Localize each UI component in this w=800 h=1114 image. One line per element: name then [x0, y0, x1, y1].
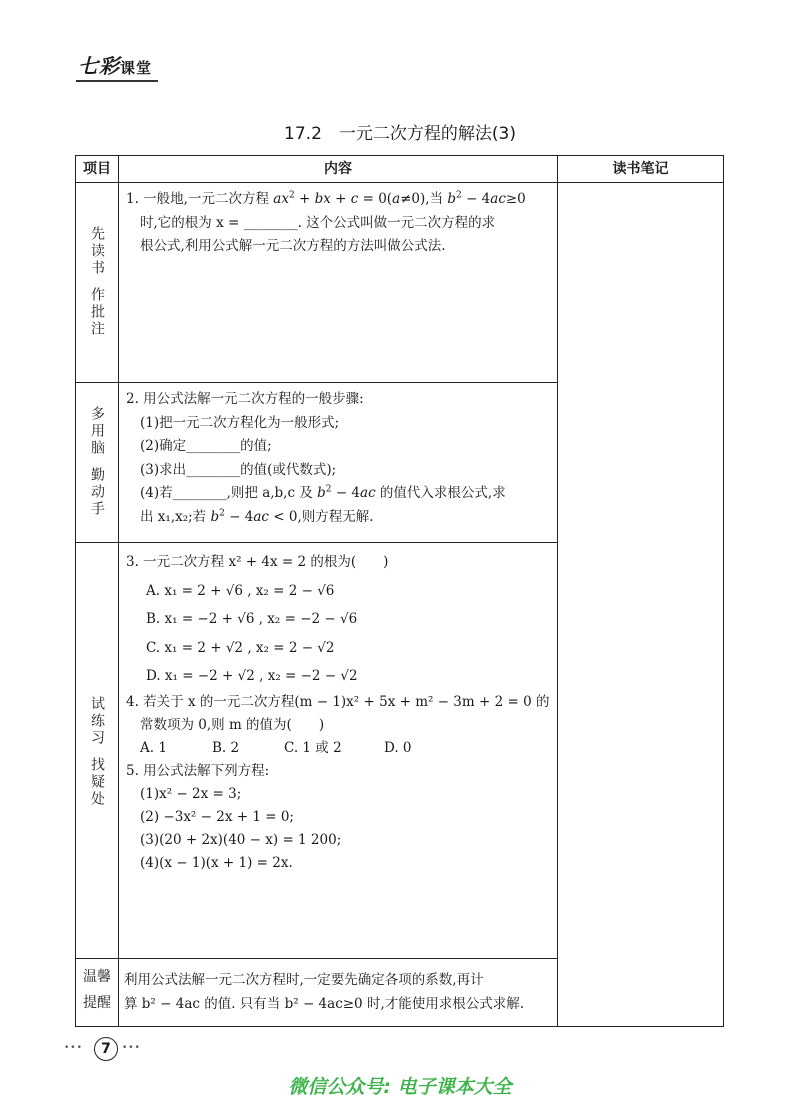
q4-options [126, 737, 556, 760]
logo-sub: 课堂 [120, 59, 153, 77]
page-number-badge [60, 1038, 150, 1060]
row-label-think [76, 406, 118, 518]
q5-item: (3)(20 + 2x)(40 − x) = 1 200; [140, 831, 342, 848]
column-divider [557, 156, 558, 1026]
q5-item: (2) −3x² − 2x + 1 = 0; [140, 808, 294, 825]
row-label-text: 先读书 [89, 226, 105, 277]
question-2: 2. 用公式法解一元二次方程的一般步骤: (1)把一元二次方程化为一般形式; (2)确定________的值; (3)求出________的值(或代数式); (4)若________,则把 a,b,c 及 $b^2 - 4ac$ 的值代入求根公式,求 出 x₁,x₂;若 $b^2 - 4ac < 0$,则方程无解. [126, 388, 556, 529]
row-label-text: 找疑处 [89, 757, 105, 808]
q2-step: (3)求出________的值(或代数式); [140, 461, 337, 478]
column-divider [118, 156, 119, 1026]
watermark: 微信公众号: 电子课本大全 [288, 1076, 512, 1098]
row-label-practice [76, 696, 118, 808]
page-number: 7 [94, 1037, 118, 1061]
header-notes: 读书笔记 [612, 161, 669, 177]
row-label-read [76, 226, 118, 338]
q2-step: ,则方程无解. [297, 508, 374, 525]
header-content: 内容 [324, 161, 352, 177]
warm-tip-text: 算 b² − 4ac 的值. 只有当 b² − 4ac≥0 时,才能使用求根公式求解. [124, 996, 525, 1012]
q1-text: 时,它的根为 x = ________. 这个公式叫做一元二次方程的求 [140, 214, 496, 231]
row-label-text: 作批注 [89, 287, 105, 338]
q3-option-c: C. x₁ = 2 + √2 , x₂ = 2 − √2 [146, 639, 335, 656]
warm-tip [124, 968, 558, 1016]
logo-main: 七彩 [78, 54, 120, 78]
row-divider [76, 182, 723, 183]
q1-text: ,当 [425, 191, 444, 207]
row-label-text: 勤动手 [89, 467, 105, 518]
row-label-text: 多用脑 [89, 406, 105, 457]
q2-step: 出 x₁,x₂;若 [140, 508, 207, 525]
q2-step: 的值代入求根公式,求 [379, 485, 506, 501]
q4-stem: 常数项为 0,则 m 的值为( ) [140, 716, 325, 733]
q1-text: 根公式,利用公式解一元二次方程的方法叫做公式法. [140, 238, 446, 254]
study-table [75, 155, 724, 1027]
q5-item: (4)(x − 1)(x + 1) = 2x. [140, 854, 293, 871]
q4-option: A. 1 [140, 739, 167, 756]
row-label-text: 提醒 [83, 995, 111, 1011]
q4-option: B. 2 [212, 739, 240, 756]
logo-underline [76, 80, 158, 82]
q3-option-b: B. x₁ = −2 + √6 , x₂ = −2 − √6 [146, 611, 358, 627]
decorative-dots: ••• [64, 1043, 83, 1053]
logo [78, 50, 152, 79]
header-item: 项目 [83, 161, 111, 177]
row-label-text: 试练习 [89, 696, 105, 747]
q3-stem: 3. 一元二次方程 x² + 4x = 2 的根为( ) [126, 554, 389, 570]
q4-option: D. 0 [384, 739, 412, 756]
q2-step: (1)把一元二次方程化为一般形式; [140, 414, 340, 431]
row-label-tip [76, 964, 118, 1016]
q5-item: (1)x² − 2x = 3; [140, 785, 242, 802]
decorative-dots: ••• [122, 1043, 141, 1053]
q4-stem: 4. 若关于 x 的一元二次方程(m − 1)x² + 5x + m² − 3m + 2 = 0 的 [126, 693, 550, 710]
q2-step: (4)若________,则把 a,b,c 及 [140, 485, 313, 501]
page-title: 17.2 一元二次方程的解法(3) [284, 124, 516, 144]
q1-text: 1. 一般地,一元二次方程 [126, 191, 269, 207]
q4-option: C. 1 或 2 [284, 739, 342, 756]
row-divider [76, 958, 557, 959]
q3-option-d: D. x₁ = −2 + √2 , x₂ = −2 − √2 [146, 668, 358, 684]
question-1: 1. 一般地,一元二次方程 $ax^2$ + bx + c = 0(a≠0),当 $b^2 - 4ac\ge 0$ 时,它的根为 x = ________. 这个公式叫做一元二次方程的求 根公式,利用公式解一元二次方程的方法叫做公式法. [126, 188, 556, 259]
q2-text: 2. 用公式法解一元二次方程的一般步骤: [126, 391, 364, 407]
q3-option-a: A. x₁ = 2 + √6 , x₂ = 2 − √6 [146, 582, 335, 599]
q5-stem: 5. 用公式法解下列方程: [126, 762, 270, 779]
questions-3-5 [126, 548, 556, 875]
warm-tip-text: 利用公式法解一元二次方程时,一定要先确定各项的系数,再计 [124, 972, 484, 988]
row-divider [76, 542, 557, 543]
row-label-text: 温馨 [83, 969, 111, 985]
q2-step: (2)确定________的值; [140, 438, 272, 454]
row-divider [76, 382, 557, 383]
